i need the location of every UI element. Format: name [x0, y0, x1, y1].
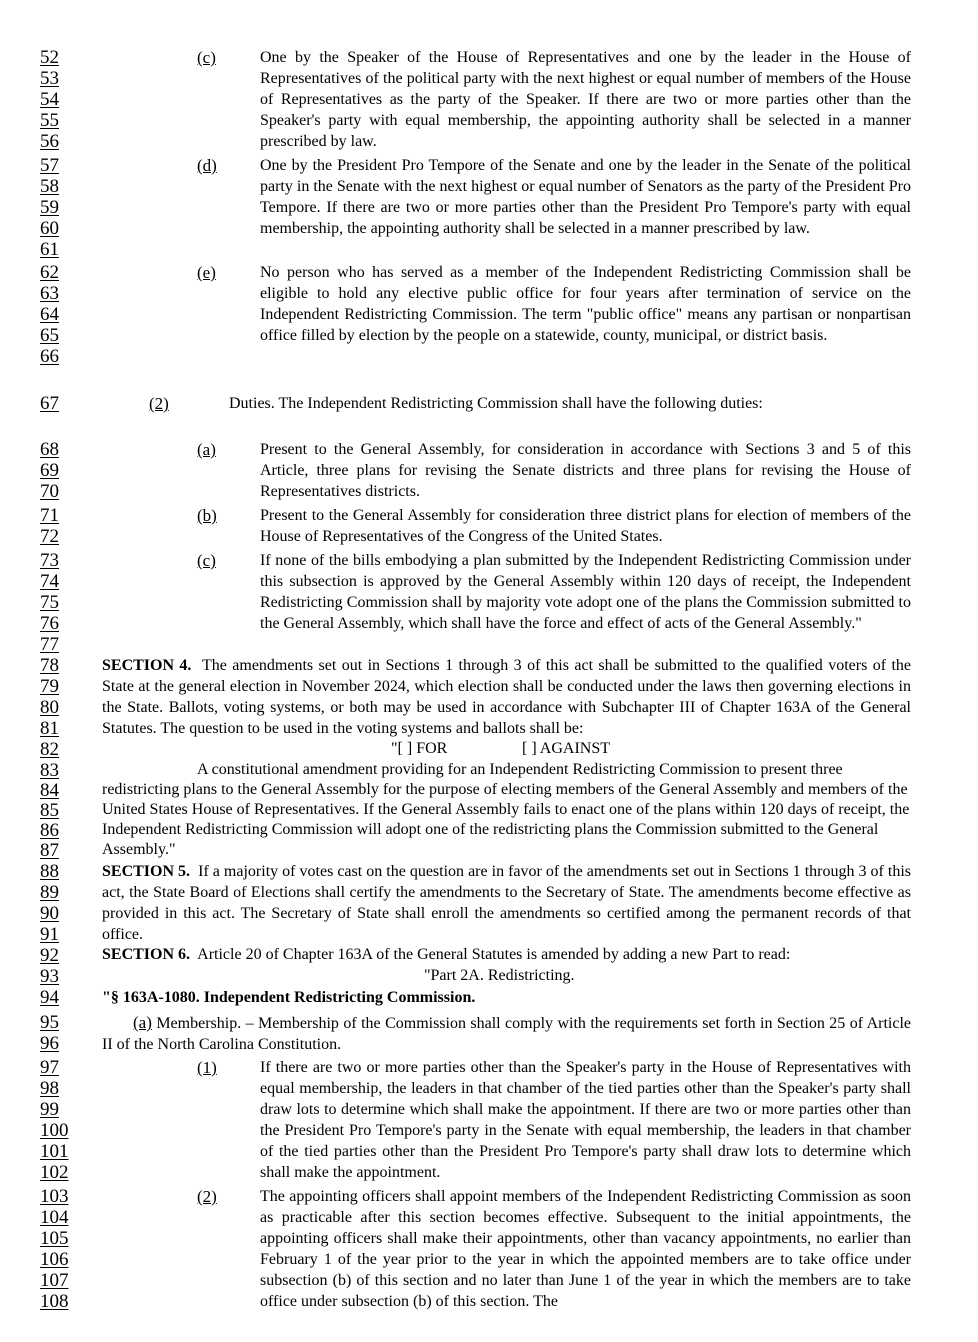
item-text: One by the Speaker of the House of Representatives and one by the leader in the House of Representatives of the political party with the next highest or equal number of members of the House of Representatives as the party of the Speaker. If there are two or more parties other than the Speaker's party with equal membership, the appointing authority shall be selected in a manner prescribed by law.	[260, 49, 911, 150]
sub-item-label: (2)	[197, 1187, 217, 1206]
line-number: 100	[40, 1120, 69, 1141]
line-number: 96	[40, 1033, 59, 1054]
line-number: 86	[40, 820, 59, 841]
line-number: 83	[40, 760, 59, 781]
line-number: 68	[40, 439, 59, 460]
section-5-heading: SECTION 5.	[102, 863, 191, 880]
duty-text: If none of the bills embodying a plan submitted by the Independent Redistricting Commission under this subsection is approved by the General Assembly within 120 days of receipt, the Independent Redistricting Commission shall by majority vote adopt one of the plans the Commission submitted to the General Assembly, which shall have the force and effect of acts of the General Assembly."	[260, 552, 911, 632]
line-number: 73	[40, 550, 59, 571]
line-number: 85	[40, 800, 59, 821]
line-number: 106	[40, 1249, 69, 1270]
line-number: 88	[40, 861, 59, 882]
duty-label: (b)	[197, 506, 217, 525]
line-number: 72	[40, 526, 59, 547]
line-number: 69	[40, 460, 59, 481]
line-number: 77	[40, 634, 59, 655]
part-heading: "Part 2A. Redistricting.	[424, 967, 575, 984]
ballot-against: [ ] AGAINST	[522, 740, 610, 757]
line-number: 84	[40, 780, 59, 801]
line-number: 79	[40, 676, 59, 697]
line-number: 90	[40, 903, 59, 924]
line-number: 95	[40, 1012, 59, 1033]
subsection-a	[102, 1012, 911, 1055]
section-4-text: The amendments set out in Sections 1 through 3 of this act shall be submitted to the qualified voters of the State at the general election in November 2024, which election shall be conducted under the laws then governing elections in the State. Ballots, voting systems, or both may be used in accordance with Subchapter III of Chapter 163A of the General Statutes. The question to be used in the voting systems and ballots shall be:	[102, 657, 911, 737]
line-number: 57	[40, 155, 59, 176]
subsection-a-label: (a)	[133, 1013, 152, 1032]
duties-text: Duties. The Independent Redistricting Commission shall have the following duties:	[229, 395, 763, 412]
line-number: 53	[40, 68, 59, 89]
line-number: 78	[40, 655, 59, 676]
line-number: 105	[40, 1228, 69, 1249]
sub-item-text: The appointing officers shall appoint members of the Independent Redistricting Commission as soon as practicable after this section becomes effective. Subsequent to the initial appointments, the appointing officers shall make their appointments, other than vacancy appointments, no earlier than February 1 of the year prior to the year in which the appointed members are to take office under subsection (b) of this section and no later than June 1 of the year in which the members are to take office under subsection (b) of this section. The	[260, 1188, 911, 1310]
line-number: 103	[40, 1186, 69, 1207]
line-number: 62	[40, 262, 59, 283]
line-number: 67	[40, 393, 59, 414]
sub-item-label: (1)	[197, 1058, 217, 1077]
section-4-heading: SECTION 4.	[102, 657, 192, 674]
line-number: 82	[40, 739, 59, 760]
line-number: 64	[40, 304, 59, 325]
duty-label: (a)	[197, 440, 216, 459]
line-number: 65	[40, 325, 59, 346]
line-number: 97	[40, 1057, 59, 1078]
line-number: 60	[40, 218, 59, 239]
section-6	[102, 944, 911, 965]
sub-item-text: If there are two or more parties other than the Speaker's party in the House of Representatives with equal membership, the leaders in that chamber of the tied parties other than the Speaker's party shall draw lots to determine which shall make the appointment. If there are two or more parties other than the President Pro Tempore's party in the Senate with equal membership, the leaders in that chamber of the tied parties other than the President Pro Tempore's party shall draw lots to determine which shall make the appointment.	[260, 1059, 911, 1181]
line-number: 55	[40, 110, 59, 131]
line-number: 59	[40, 197, 59, 218]
line-number: 80	[40, 697, 59, 718]
line-number: 108	[40, 1291, 69, 1312]
line-number: 107	[40, 1270, 69, 1291]
line-number: 75	[40, 592, 59, 613]
line-number: 91	[40, 924, 59, 945]
line-number: 56	[40, 131, 59, 152]
line-number: 70	[40, 481, 59, 502]
section-6-heading: SECTION 6.	[102, 946, 191, 963]
line-number: 63	[40, 283, 59, 304]
line-number: 76	[40, 613, 59, 634]
line-number: 92	[40, 945, 59, 966]
item-label: (e)	[197, 263, 216, 282]
line-number: 93	[40, 966, 59, 987]
line-number: 98	[40, 1078, 59, 1099]
line-number: 54	[40, 89, 59, 110]
line-number: 58	[40, 176, 59, 197]
line-number: 74	[40, 571, 59, 592]
ballot-question: A constitutional amendment providing for an Independent Redistricting Commission to present three redistricting plans to the General Assembly for the purpose of electing members of the General Assembly and members of the United States House of Representatives. If the General Assembly fails to enact one of the plans within 120 days of receipt, the Independent Redistricting Commission will adopt one of the redistricting plans the Commission submitted to the General Assembly."	[102, 761, 910, 858]
line-number: 71	[40, 505, 59, 526]
statute-heading: "§ 163A-1080. Independent Redistricting Commission.	[102, 989, 476, 1006]
ballot-for: "[ ] FOR	[391, 740, 448, 757]
line-number: 102	[40, 1162, 69, 1183]
line-number: 99	[40, 1099, 59, 1120]
line-number: 61	[40, 239, 59, 260]
item-label: (c)	[197, 48, 216, 67]
duty-text: Present to the General Assembly, for consideration in accordance with Sections 3 and 5 of this Article, three plans for revising the Senate districts and three plans for revising the House of Representatives districts.	[260, 441, 911, 500]
duties-label: (2)	[149, 394, 169, 413]
item-text: One by the President Pro Tempore of the Senate and one by the leader in the Senate of the political party in the Senate with the next highest or equal number of Senators as the party of the President Pro Tempore. If there are two or more parties other than the President Pro Tempore's party with equal membership, the appointing authority shall be selected in a manner prescribed by law.	[260, 157, 911, 237]
duty-label: (c)	[197, 551, 216, 570]
item-label: (d)	[197, 156, 217, 175]
line-number: 87	[40, 840, 59, 861]
section-6-text: Article 20 of Chapter 163A of the General Statutes is amended by adding a new Part to read:	[197, 946, 791, 963]
subsection-a-text: Membership. – Membership of the Commission shall comply with the requirements set forth in Section 25 of Article II of the North Carolina Constitution.	[102, 1015, 912, 1053]
line-number: 104	[40, 1207, 69, 1228]
line-number: 81	[40, 718, 59, 739]
line-number: 101	[40, 1141, 69, 1162]
line-number: 89	[40, 882, 59, 903]
line-number: 94	[40, 987, 59, 1008]
section-4	[102, 655, 911, 739]
section-5-text: If a majority of votes cast on the question are in favor of the amendments set out in Sections 1 through 3 of this act, the State Board of Elections shall certify the amendments to the Secretary of State. The amendments become effective as provided in this act. The Secretary of State shall enroll the amendments so certified among the permanent records of that office.	[102, 863, 912, 943]
section-5	[102, 861, 911, 945]
duty-text: Present to the General Assembly for consideration three district plans for election of members of the House of Representatives of the Congress of the United States.	[260, 507, 911, 545]
line-number: 66	[40, 346, 59, 367]
item-text: No person who has served as a member of the Independent Redistricting Commission shall be eligible to hold any elective public office for four years after termination of service on the Independent Redistricting Commission. The term "public office" means any partisan or nonpartisan office filled by election by the people on a statewide, county, municipal, or district basis.	[260, 264, 911, 344]
line-number: 52	[40, 47, 59, 68]
